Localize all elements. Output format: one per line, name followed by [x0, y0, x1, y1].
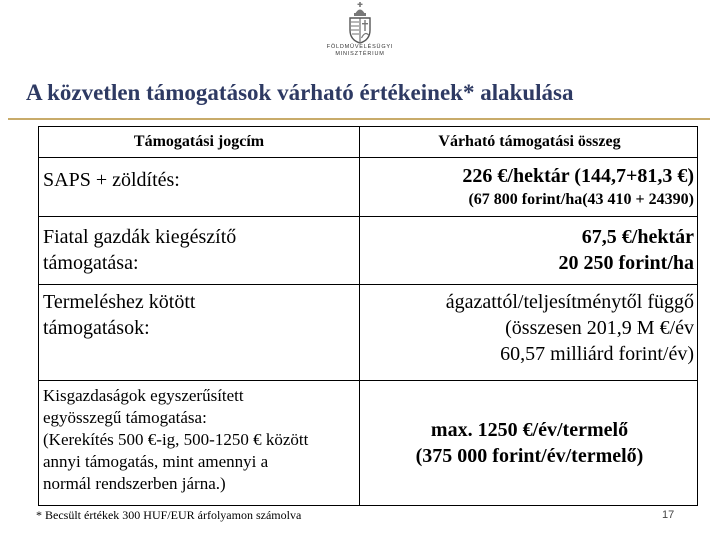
- column-header-category: Támogatási jogcím: [133, 133, 265, 150]
- row-coupled-value-line2: (összesen 201,9 M €/év: [505, 317, 694, 339]
- row-coupled-value: [364, 289, 694, 367]
- footnote: * Becsült értékek 300 HUF/EUR árfolyamon számolva: [36, 508, 302, 522]
- row-young-farmers-label-line1: Fiatal gazdák kiegészítő: [43, 226, 237, 248]
- row-coupled-label-line1: Termeléshez kötött: [43, 291, 196, 313]
- row-small-farmers-value-line1: max. 1250 €/év/termelő: [430, 419, 629, 441]
- row-saps-value-main: 226 €/hektár (144,7+81,3 €): [462, 165, 694, 187]
- row-young-farmers-value: [364, 224, 694, 276]
- row-coupled-value-line3: 60,57 milliárd forint/év): [500, 343, 694, 365]
- hungarian-coat-of-arms-icon: [346, 2, 374, 44]
- row-small-farmers-label-line3: (Kerekítés 500 €-ig, 500-1250 € között: [43, 430, 309, 449]
- row-small-farmers-value: [360, 417, 699, 469]
- row-small-farmers-label-line5: normál rendszerben járna.): [43, 474, 226, 493]
- ministry-name-line2: MINISZTÉRIUM: [335, 50, 385, 57]
- page-number: 17: [662, 509, 675, 521]
- ministry-name-line1: FÖLDMŰVELÉSÜGYI: [326, 44, 394, 50]
- row-young-farmers-value-line1: 67,5 €/hektár: [581, 226, 694, 248]
- row-young-farmers-label: [43, 224, 353, 276]
- row-coupled-label-line2: támogatások:: [43, 317, 150, 339]
- row-small-farmers-label: [43, 385, 358, 495]
- slide-title: A közvetlen támogatások várható értékeinek* alakulása: [26, 80, 574, 105]
- row-saps-value: [364, 163, 694, 211]
- row-coupled-value-line1: ágazattól/teljesítménytől függő: [445, 291, 694, 313]
- support-table: [38, 126, 698, 506]
- ministry-logo: [318, 2, 402, 70]
- header-divider: [39, 157, 697, 158]
- row-divider: [39, 284, 697, 285]
- row-small-farmers-label-line1: Kisgazdaságok egyszerűsített: [43, 386, 244, 405]
- row-divider: [39, 216, 697, 217]
- row-divider: [39, 380, 697, 381]
- row-young-farmers-label-line2: támogatása:: [43, 252, 139, 274]
- title-divider: [8, 118, 710, 120]
- row-small-farmers-value-line2: (375 000 forint/év/termelő): [415, 445, 644, 467]
- row-small-farmers-label-line2: egyösszegű támogatása:: [43, 408, 207, 427]
- column-header-amount: Várható támogatási összeg: [438, 133, 621, 150]
- row-small-farmers-label-line4: annyi támogatás, mint amennyi a: [43, 452, 269, 471]
- row-saps-label: SAPS + zöldítés:: [43, 169, 180, 191]
- row-saps-value-sub: (67 800 forint/ha(43 410 + 24390): [468, 191, 694, 208]
- row-coupled-label: [43, 289, 353, 341]
- row-young-farmers-value-line2: 20 250 forint/ha: [558, 252, 694, 274]
